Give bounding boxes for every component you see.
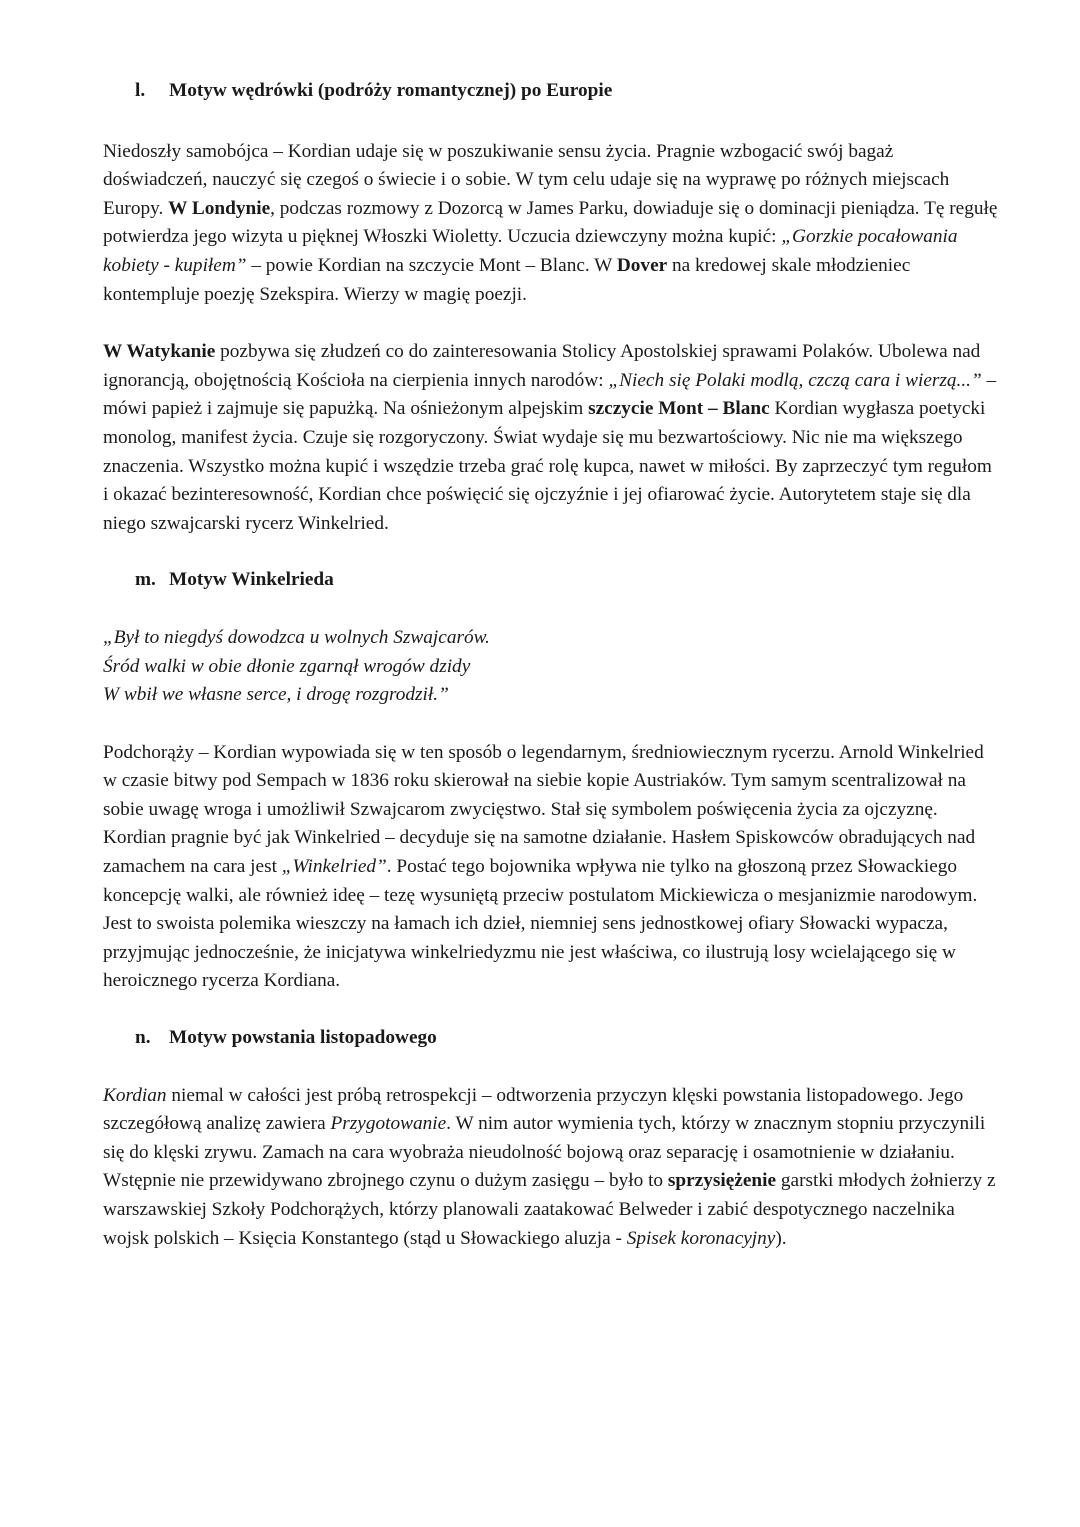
section-heading-l xyxy=(135,77,1000,106)
quote-line: W wbił we własne serce, i drogę rozgrodził.” xyxy=(103,684,449,706)
section-heading-n xyxy=(135,1024,1000,1053)
paragraph: Kordian niemal w całości jest próbą retrospekcji – odtworzenia przyczyn klęski powstania listopadowego. Jego szczegółową analizę zawiera Przygotowanie. W nim autor wymienia tych, którzy w znacznym stopniu przyczynili się do klęski zrywu. Zamach na cara wyobraża nieudolność bojową oraz separację i osamotnienie w działaniu. Wstępnie nie przewidywano zbrojnego czynu o dużym zasięgu – było to sprzysiężenie garstki młodych żołnierzy z warszawskiej Szkoły Podchorążych, którzy planowali zaatakować Belweder i zabić despotycznego naczelnika wojsk polskich – Księcia Konstantego (stąd u Słowackiego aluzja - Spisek koronacyjny). xyxy=(103,1084,996,1249)
section-heading-m xyxy=(135,566,1000,595)
quote-line: „Był to niegdyś dowodzca u wolnych Szwajcarów. xyxy=(103,626,490,648)
paragraph: W Watykanie pozbywa się złudzeń co do zainteresowania Stolicy Apostolskiej sprawami Polaków. Ubolewa nad ignorancją, obojętnością Kościoła na cierpienia innych narodów: „Niech się Polaki modlą, czczą cara i wierzą...” – mówi papież i zajmuje się papużką. Na ośnieżonym alpejskim szczycie Mont – Blanc Kordian wygłasza poetycki monolog, manifest życia. Czuje się rozgoryczony. Świat wydaje się mu bezwartościowy. Nic nie ma większego znaczenia. Wszystko można kupić i wszędzie trzeba grać rolę kupca, nawet w miłości. By zaprzeczyć tym regułom i okazać bezinteresowność, Kordian chce poświęcić się ojczyźnie i jej ofiarować życie. Autorytetem staje się dla niego szwajcarski rycerz Winkelried. xyxy=(103,341,997,534)
quote-line: Śród walki w obie dłonie zgarnął wrogów dzidy xyxy=(103,655,471,677)
section-title: Motyw wędrówki (podróży romantycznej) po Europie xyxy=(169,80,613,101)
section-marker: l. xyxy=(135,80,146,101)
section-marker: m. xyxy=(135,569,156,591)
paragraph: Niedoszły samobójca – Kordian udaje się w poszukiwanie sensu życia. Pragnie wzbogacić swój bagaż doświadczeń, nauczyć się czegoś o świecie i o sobie. W tym celu udaje się na wyprawę po różnych miejscach Europy. W Londynie, podczas rozmowy z Dozorcą w James Parku, dowiaduje się o dominacji pieniądza. Tę regułę potwierdza jego wizyta u pięknej Włoszki Wioletty. Uczucia dziewczyny można kupić: „Gorzkie pocałowania kobiety - kupiłem” – powie Kordian na szczycie Mont – Blanc. W Dover na kredowej skale młodzieniec kontempluje poezję Szekspira. Wierzy w magię poezji. xyxy=(103,140,998,305)
section-title: Motyw Winkelrieda xyxy=(169,569,334,591)
poem-quote xyxy=(103,624,1000,710)
paragraph: Podchorąży – Kordian wypowiada się w ten sposób o legendarnym, średniowiecznym rycerzu. Arnold Winkelried w czasie bitwy pod Sempach w 1836 roku skierował na siebie kopie Austriaków. Tym samym scentralizował na sobie uwagę wroga i umożliwił Szwajcarom zwycięstwo. Stał się symbolem poświęcenia życia za ojczyznę. Kordian pragnie być jak Winkelried – decyduje się na samotne działanie. Hasłem Spiskowców obradujących nad zamachem na cara jest „Winkelried”. Postać tego bojownika wpływa nie tylko na głoszoną przez Słowackiego koncepcję walki, ale również ideę – tezę wysuniętą przeciw postulatom Mickiewicza o mesjanizmie narodowym. Jest to swoista polemika wieszczy na łamach ich dzieł, niemniej sens jednostkowej ofiary Słowacki wypacza, przyjmując jednocześnie, że inicjatywa winkelriedyzmu nie jest właściwa, co ilustrują losy wcielającego się w heroicznego rycerza Kordiana. xyxy=(103,741,984,992)
section-title: Motyw powstania listopadowego xyxy=(169,1027,437,1049)
section-marker: n. xyxy=(135,1027,151,1049)
